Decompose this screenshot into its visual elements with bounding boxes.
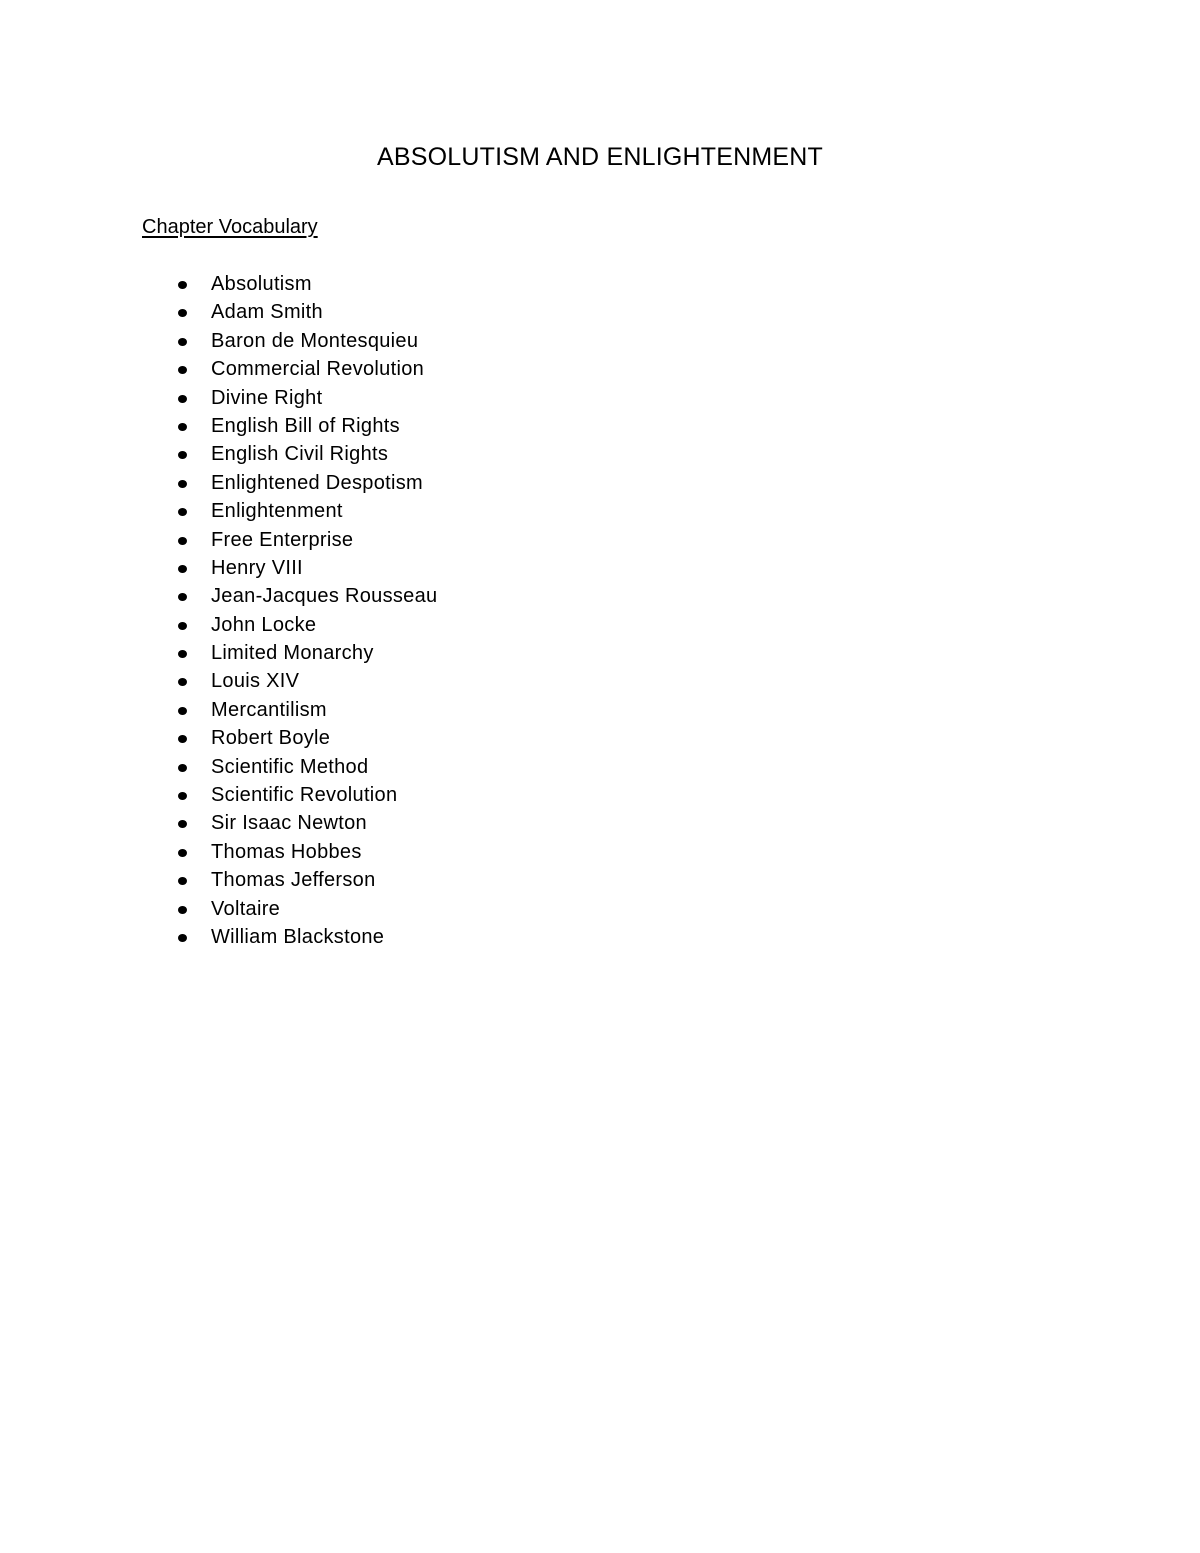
list-item-label: Scientific Method bbox=[211, 755, 369, 778]
list-item-label: Louis XIV bbox=[211, 670, 300, 693]
list-item-label: Mercantilism bbox=[211, 698, 327, 721]
list-item-label: Adam Smith bbox=[211, 301, 323, 324]
section-heading: Chapter Vocabulary bbox=[142, 216, 318, 238]
list-item-label: Commercial Revolution bbox=[211, 358, 425, 381]
bullet-dot-icon bbox=[178, 366, 187, 374]
bullet-dot-icon bbox=[178, 537, 187, 545]
list-item-label: William Blackstone bbox=[211, 925, 385, 948]
document-title: ABSOLUTISM AND ENLIGHTENMENT bbox=[377, 143, 823, 171]
bullet-dot-icon bbox=[178, 395, 187, 403]
bullet-dot-icon bbox=[178, 877, 187, 885]
list-item-label: Enlightenment bbox=[211, 500, 343, 523]
bullet-dot-icon bbox=[178, 593, 187, 601]
bullet-dot-icon bbox=[178, 622, 187, 630]
bullet-dot-icon bbox=[178, 508, 187, 516]
list-item-label: Voltaire bbox=[211, 897, 281, 920]
list-item-label: John Locke bbox=[211, 613, 317, 636]
bullet-dot-icon bbox=[178, 338, 187, 346]
list-item-label: Baron de Montesquieu bbox=[211, 329, 419, 352]
bullet-dot-icon bbox=[178, 281, 187, 289]
list-item-label: Jean-Jacques Rousseau bbox=[211, 585, 438, 608]
bullet-dot-icon bbox=[178, 650, 187, 658]
bullet-dot-icon bbox=[178, 480, 187, 488]
list-item-label: English Bill of Rights bbox=[211, 414, 400, 437]
bullet-dot-icon bbox=[178, 764, 187, 772]
bullet-dot-icon bbox=[178, 735, 187, 743]
list-item-label: Robert Boyle bbox=[211, 727, 331, 750]
bullet-dot-icon bbox=[178, 451, 187, 459]
bullet-dot-icon bbox=[178, 820, 187, 828]
bullet-dot-icon bbox=[178, 423, 187, 431]
list-item-label: Limited Monarchy bbox=[211, 642, 374, 665]
bullet-dot-icon bbox=[178, 906, 187, 914]
bullet-dot-icon bbox=[178, 678, 187, 686]
list-item-label: Henry VIII bbox=[211, 556, 303, 579]
bullet-dot-icon bbox=[178, 565, 187, 573]
bullet-dot-icon bbox=[178, 309, 187, 317]
list-item-label: Thomas Jefferson bbox=[211, 869, 376, 892]
list-item-label: Thomas Hobbes bbox=[211, 840, 362, 863]
bullet-dot-icon bbox=[178, 707, 187, 715]
bullet-dot-icon bbox=[178, 792, 187, 800]
list-item-label: Divine Right bbox=[211, 386, 323, 409]
list-item-label: Absolutism bbox=[211, 273, 312, 295]
list-item-label: Sir Isaac Newton bbox=[211, 812, 367, 835]
list-item-label: Free Enterprise bbox=[211, 528, 354, 551]
list-item-label: English Civil Rights bbox=[211, 443, 389, 466]
bullet-dot-icon bbox=[178, 849, 187, 857]
list-item-label: Enlightened Despotism bbox=[211, 471, 423, 494]
bullet-dot-icon bbox=[178, 934, 187, 942]
list-item-label: Scientific Revolution bbox=[211, 784, 398, 807]
